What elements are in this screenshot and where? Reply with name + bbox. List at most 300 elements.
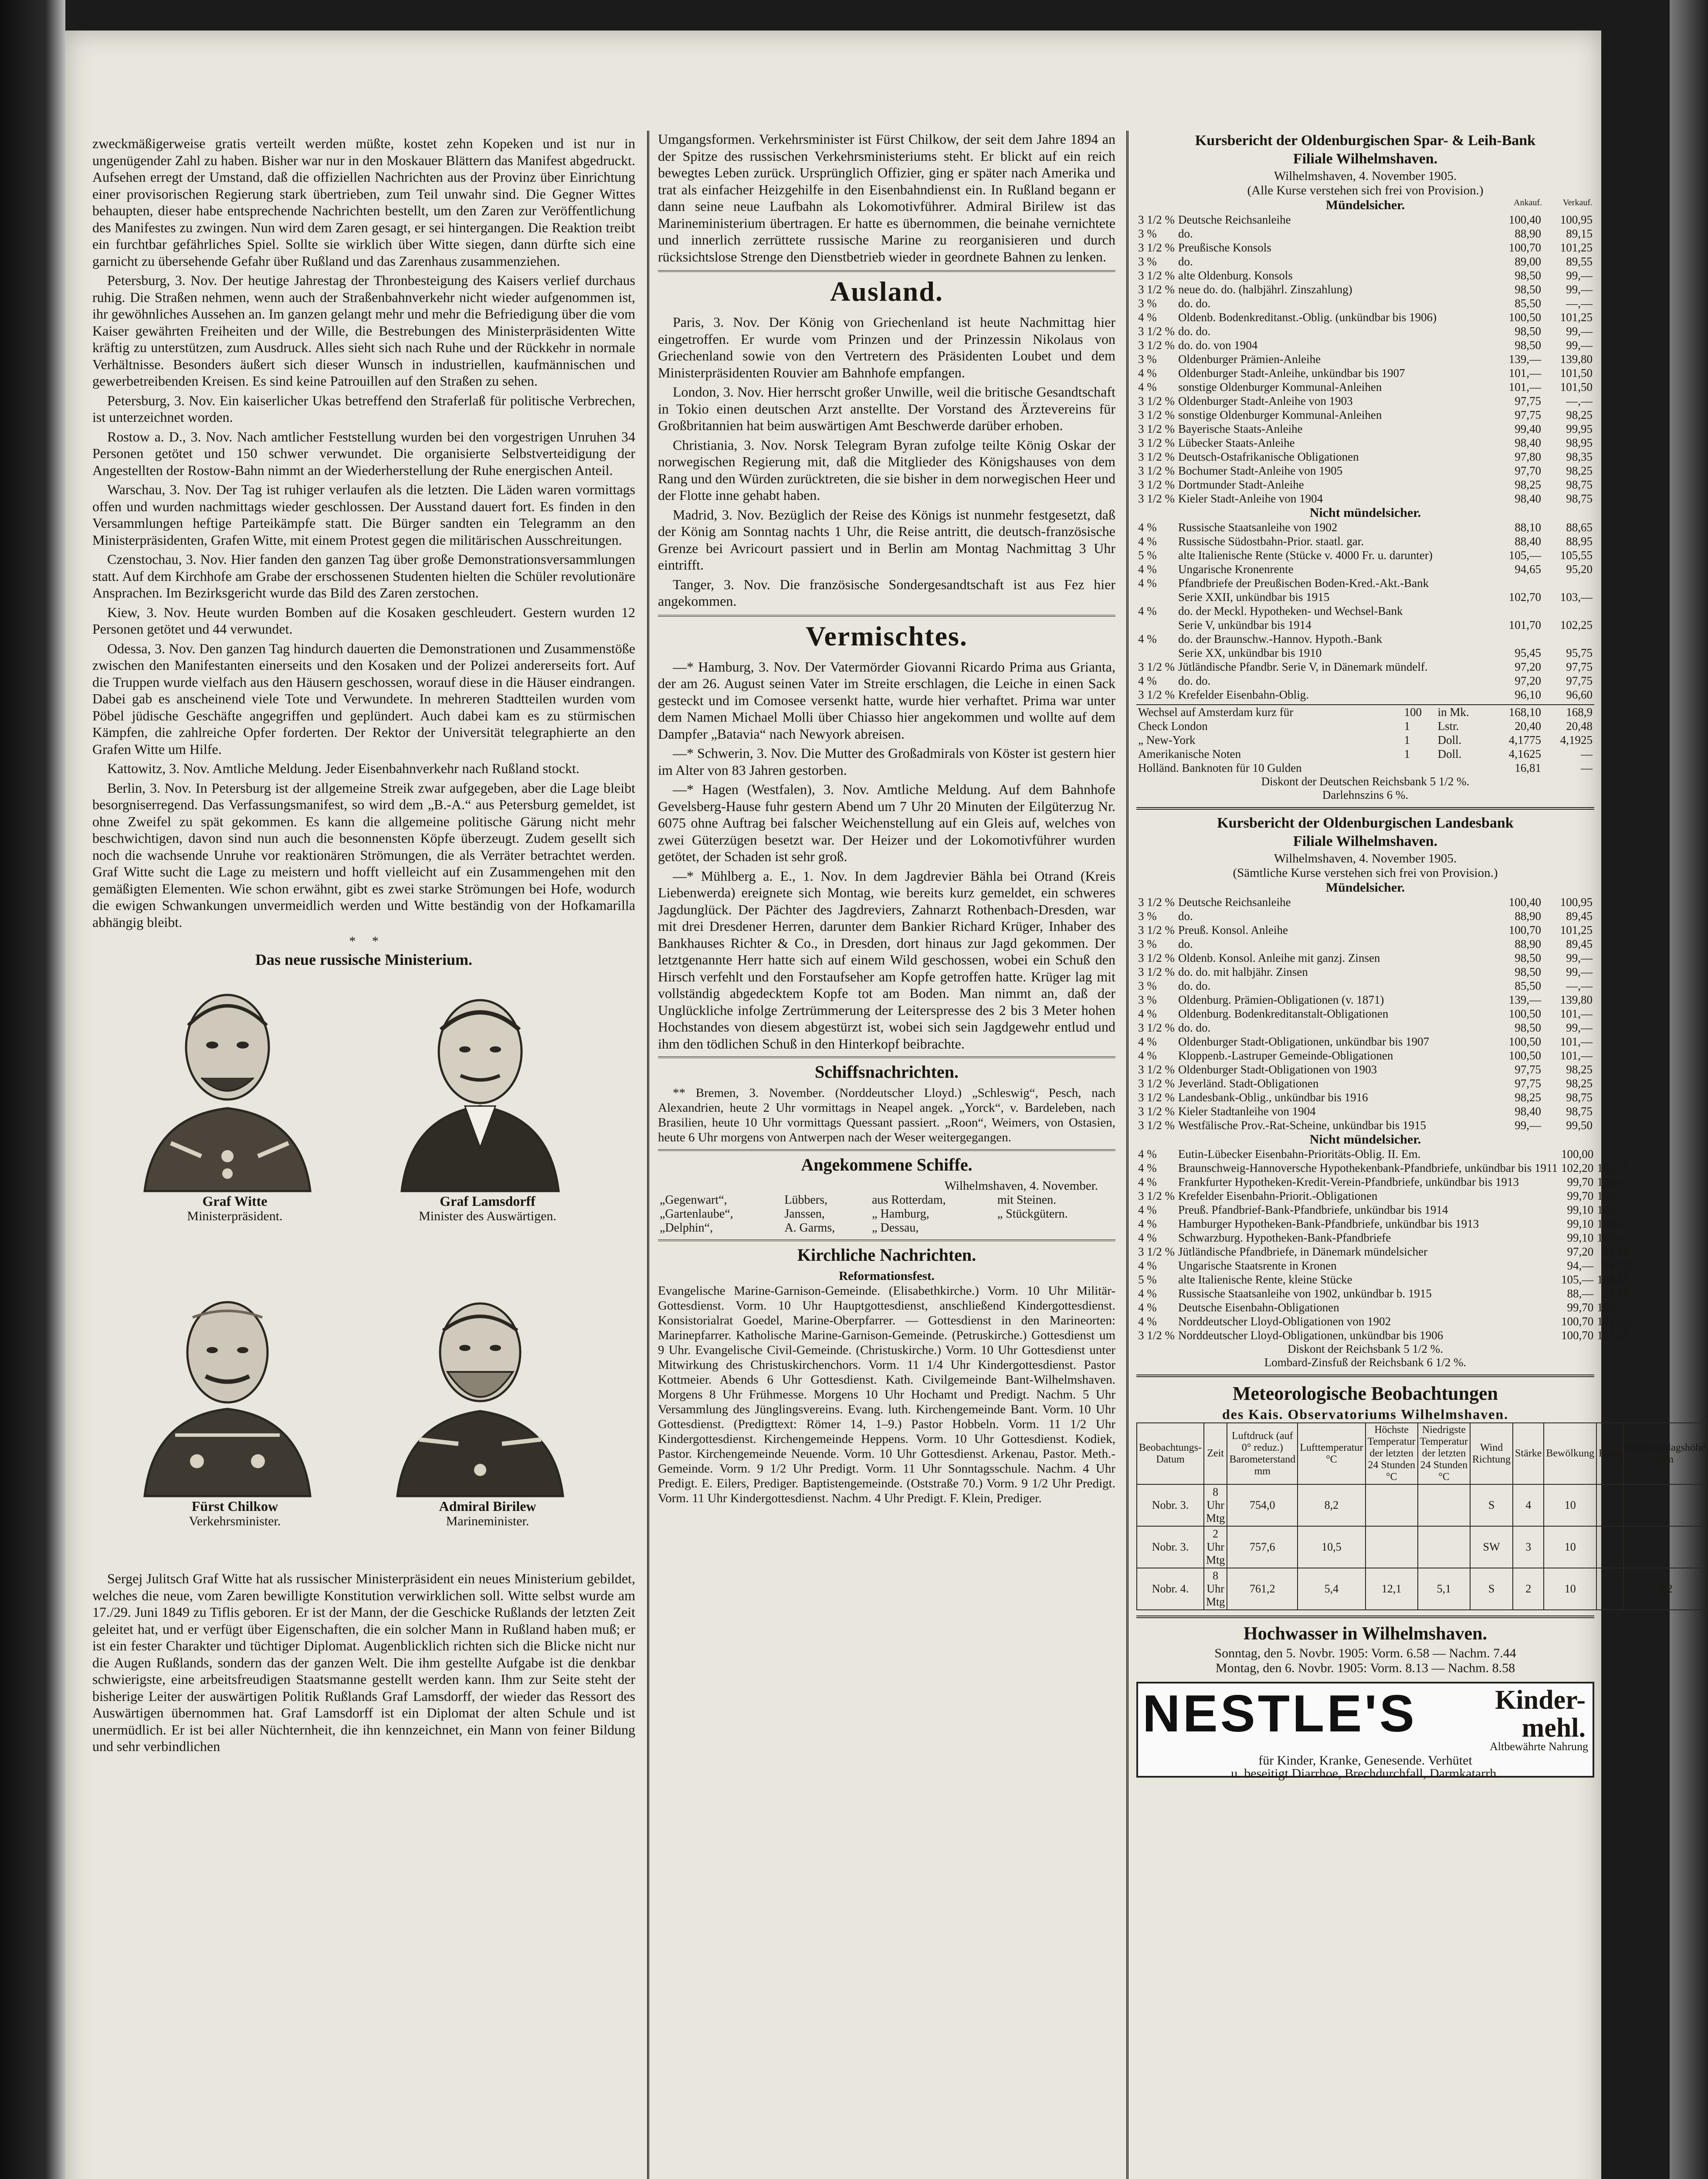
table-row <box>1136 979 1594 993</box>
security-cell: Krefelder Eisenbahn-Oblig. <box>1178 688 1309 701</box>
table-row <box>1136 660 1594 674</box>
table-row <box>1136 674 1594 688</box>
price-cell: 99,— <box>1566 965 1593 978</box>
weather-cell: 8 Uhr Mtg <box>1204 1568 1227 1610</box>
weather-cell: 5,1 <box>1418 1568 1470 1610</box>
price-cell: 97,20 <box>1515 674 1541 687</box>
table-row <box>1136 408 1594 422</box>
col-header: Stärke <box>1513 1423 1544 1484</box>
price-cell: —,— <box>1566 979 1593 992</box>
portrait-engraving <box>119 1278 336 1496</box>
rate-cell: 3 % <box>1138 910 1157 923</box>
news-item: —* Hamburg, 3. Nov. Der Vatermörder Giovanni Ricardo Prima aus Grianta, der am 26. August seinen Vater im Streite erschlagen, die Leiche in einen Sack gesteckt und im Comosee versenkt hatte, wurde hier verhaftet. Prima war unter dem Namen Michael Molli über Chiasso hier angekommen und wollte auf dem Dampfer „Batavia“ nach Newyork abreisen. <box>658 658 1115 742</box>
exchange-label: Amerikanische Noten <box>1138 747 1241 760</box>
ship-name: „Gegenwart“, <box>660 1193 727 1207</box>
weather-cell <box>1418 1526 1470 1568</box>
rate-cell: 5 % <box>1138 549 1157 562</box>
church-text: Evangelische Marine-Garnison-Gemeinde. (Elisabethkirche.) Vorm. 10 Uhr Militär-Gottesdienst. Vorm. 10 Uhr Hauptgottesdienst, anschließend Kindergottesdienst. Konsistorialrat Goedel, Marine-Oberpfarrer. — Gottesdienst in den Marineorten: Marinepfarrer. Katholische Marine-Garnison-Gemeinde. (Petruskirche.) Gottesdienst um 9 Uhr. Evangelische Civil-Gemeinde. (Christuskirche.) Vorm. 10 Uhr Gottesdienst unter Mitwirkung des Christuskirchenchors. Vorm. 11 1/4 Uhr Kindergottesdienst. Pastor Kottmeier. Abends 6 Uhr Gottesdienst. Kath. Civilgemeinde Bant-Wilhelmshaven. Morgens 8 Uhr Frühmesse. Morgens 10 Uhr Hochamt und Predigt. Nachm. 5 Uhr Versammlung des Jünglingsvereins. Evang. luth. Kirchengemeinde Bant. Vorm. 10 Uhr Gottesdienst. (Predigttext: Römer 14, 1–9.) Pastor Hobbeln. Vorm. 11 1/2 Uhr Kindergottesdienst. Kirchengemeinde Heppens. Vorm. 10 Uhr Gottesdienst. Kodiek, Pastor. Kirchengemeinde Neuende. Vorm. 10 Uhr Gottesdienst. Arkenau, Pastor. Meth.-Gemeinde. Vorm. 9 1/2 Uhr Predigt. Vorm. 11 Uhr Sonntagsschule. Nachm. 4 Uhr Predigt. E. Eilers, Prediger. Baptistengemeinde. (Oststraße 70.) Vorm. 9 1/2 Uhr Predigt. Vorm. 11 Uhr Kindergottesdienst. Nachm. 4 Uhr Predigt. F. Klein, Prediger. <box>658 1284 1115 1505</box>
bank2-discount: Diskont der Reichsbank 5 1/2 %. <box>1288 1342 1443 1355</box>
bank1-table-safe <box>1136 213 1594 506</box>
price-cell: 99,— <box>1566 283 1593 296</box>
exchange-value: 20,40 <box>1515 720 1541 733</box>
scanner-bed-left <box>0 0 65 2179</box>
weather-cell <box>1596 1484 1623 1526</box>
rate-cell: 3 1/2 % <box>1138 394 1175 407</box>
rate-cell: 3 1/2 % <box>1138 408 1175 421</box>
rate-cell: 3 1/2 % <box>1138 325 1175 338</box>
price-cell: 88,95 <box>1566 535 1593 548</box>
rate-cell: 5 % <box>1138 1273 1157 1286</box>
weather-cell: S <box>1470 1484 1513 1526</box>
table-row <box>1136 478 1594 492</box>
security-cell: Lübecker Staats-Anleihe <box>1178 436 1295 449</box>
price-cell: 97,75 <box>1515 394 1541 407</box>
rate-cell: 4 % <box>1138 535 1157 548</box>
rate-cell: 3 % <box>1138 937 1157 950</box>
security-cell: do. do. von 1904 <box>1178 339 1258 352</box>
rate-cell: 3 1/2 % <box>1138 923 1175 937</box>
rate-cell: 3 1/2 % <box>1138 1329 1175 1342</box>
rate-cell <box>1136 618 1176 632</box>
security-cell: alte Italienische Rente, kleine Stücke <box>1178 1273 1352 1286</box>
rate-cell: 3 % <box>1138 979 1157 992</box>
table-row <box>1136 1118 1594 1132</box>
table-row <box>1136 227 1594 241</box>
portrait-name: Admiral Birilew <box>439 1498 536 1514</box>
col-header: Luftdruck (auf 0° reduz.) Barometerstand mm <box>1227 1423 1298 1484</box>
security-cell: Bochumer Stadt-Anleihe von 1905 <box>1178 464 1343 477</box>
security-cell: Preuß. Pfandbrief-Bank-Pfandbriefe, unkündbar bis 1914 <box>1178 1203 1448 1216</box>
security-cell: Deutsch-Ostafrikanische Obligationen <box>1178 450 1359 463</box>
table-row <box>1136 705 1594 719</box>
table-row <box>658 1193 1115 1207</box>
price-cell: 100,— <box>1597 1175 1630 1188</box>
exchange-label: Check London <box>1138 720 1208 733</box>
tide-block <box>1136 1616 1594 1676</box>
rate-cell: 3 % <box>1138 993 1157 1006</box>
table-row <box>1136 632 1594 646</box>
price-cell: 97,20 <box>1567 1245 1594 1258</box>
weather-table <box>1136 1422 1708 1610</box>
price-cell: 96,60 <box>1566 688 1593 701</box>
price-cell: 101,25 <box>1597 1329 1630 1342</box>
ship-captain: Janssen, <box>784 1207 825 1221</box>
table-row <box>1136 909 1594 923</box>
price-cell: 101,— <box>1560 1007 1593 1020</box>
price-cell: 100,50 <box>1508 311 1541 324</box>
ad-product-line: mehl. <box>1522 1713 1586 1743</box>
news-item: Madrid, 3. Nov. Bezüglich der Reise des Königs ist nunmehr festgesetzt, daß der König am Sonntag nachts 1 Uhr, die Reise antritt, die deutsch-französische Grenze bei Avricourt passiert und in Berlin am Montag Nachmittag 3 Uhr eintrifft. <box>658 506 1115 573</box>
price-cell: 99,70 <box>1567 1189 1594 1202</box>
price-cell: 102,20 <box>1561 1161 1594 1174</box>
tide-row: Montag, den 6. Novbr. 1905: Vorm. 8.13 — Nachm. 8.58 <box>1215 1661 1515 1675</box>
bank1-title: Kursbericht der Oldenburgischen Spar- & Leih-Bank <box>1195 132 1536 149</box>
security-cell: Hamburger Hypotheken-Bank-Pfandbriefe, unkündbar bis 1913 <box>1178 1217 1479 1230</box>
security-cell: do. do. <box>1178 297 1211 310</box>
table-row <box>1136 719 1594 733</box>
rate-cell: 3 1/2 % <box>1138 492 1175 505</box>
table-row <box>1136 548 1594 562</box>
price-cell: 89,00 <box>1515 255 1541 268</box>
security-cell: do. der Meckl. Hypotheken- und Wechsel-Bank <box>1178 604 1403 618</box>
price-cell: 103,— <box>1560 591 1593 604</box>
price-cell: 95,45 <box>1515 646 1541 659</box>
newspaper-page <box>65 31 1705 2179</box>
table-row <box>1136 761 1594 775</box>
rate-cell: 4 % <box>1138 1203 1157 1216</box>
ship-captain: Lübbers, <box>784 1193 828 1207</box>
rate-cell: 3 1/2 % <box>1138 1021 1175 1034</box>
table-row <box>1136 352 1594 366</box>
price-cell: 99,95 <box>1566 422 1593 435</box>
ad-product <box>1495 1686 1586 1742</box>
rate-cell: 4 % <box>1138 380 1157 394</box>
col-header: Höchste Temperatur der letzten 24 Stunden °C <box>1366 1423 1418 1484</box>
price-cell <box>1543 604 1594 618</box>
price-cell: —,— <box>1566 297 1593 310</box>
security-cell: do. do. <box>1178 979 1211 992</box>
price-cell: 105,— <box>1508 549 1541 562</box>
arrived-ships-table <box>658 1193 1115 1235</box>
price-cell: 97,70 <box>1515 464 1541 477</box>
weather-cell <box>1366 1526 1418 1568</box>
weather-cell: 761,2 <box>1227 1568 1298 1610</box>
bank1-table-unsafe <box>1136 520 1594 702</box>
bank1-subheading <box>1136 198 1594 213</box>
exchange-value: — <box>1581 761 1593 774</box>
rate-cell: 4 % <box>1138 1175 1157 1188</box>
table-row <box>1136 1090 1594 1104</box>
price-cell: 100,00 <box>1561 1147 1594 1161</box>
church-subheading: Reformationsfest. <box>839 1269 935 1283</box>
weather-cell: 12,1 <box>1366 1568 1418 1610</box>
rate-cell: 4 % <box>1138 1049 1157 1062</box>
column-left <box>83 31 645 2179</box>
tide-title: Hochwasser in Wilhelmshaven. <box>1244 1624 1487 1644</box>
price-cell: 101,— <box>1560 1035 1593 1048</box>
article-paragraph: zweckmäßigerweise gratis verteilt werden müßte, kostet zehn Kopeken und ist nur in ungenügender Zahl zu haben. Bisher war nur in den Moskauer Blättern das Manifest abgedruckt. Aufsehen erregt der Umstand, daß die offiziellen Nachrichten aus der Provinz über Einrichtung einer provisorischen Regierung stark übertrieben, zum Teil unwahr sind. Die Gegner Wittes behaupten, dieser habe entsprechende Nachrichten bestellt, um den Zaren zur Veröffentlichung des Manifestes zu zwingen. Nun wird dem Zaren gesagt, er sei hintergangen. Die Reaktion treibt ein furchtbar gefährliches Spiel. Sollte sie wirklich über Witte siegen, dann dürfte sich eine garnicht zu übersehende Gefahr über Rußland und das Zarenhaus zusammenziehen. <box>92 136 635 269</box>
bank2-block <box>1136 807 1630 1369</box>
portrait-role: Ministerpräsident. <box>187 1209 283 1223</box>
security-cell: Serie XX, unkündbar bis 1910 <box>1178 646 1322 659</box>
bank1-lombard: Darlehnszins 6 %. <box>1322 788 1409 801</box>
price-cell: 99,10 <box>1567 1203 1594 1216</box>
price-cell: 102,75 <box>1597 1161 1630 1174</box>
price-cell: 101,70 <box>1508 618 1541 631</box>
price-cell: 97,75 <box>1566 660 1593 673</box>
price-cell: 101,— <box>1508 367 1541 380</box>
section-title-vermischtes: Vermischtes. <box>658 615 1115 652</box>
price-cell: 98,40 <box>1515 492 1541 505</box>
price-cell: 100,— <box>1597 1203 1630 1216</box>
section-title-ausland: Ausland. <box>658 270 1115 308</box>
weather-cell: 757,6 <box>1227 1526 1298 1568</box>
price-cell: 94,— <box>1567 1259 1594 1272</box>
rate-cell: 4 % <box>1138 1217 1157 1230</box>
security-cell: Frankfurter Hypotheken-Kredit-Verein-Pfandbriefe, unkündbar bis 1913 <box>1178 1175 1519 1188</box>
weather-cell: 10 <box>1544 1484 1596 1526</box>
article-paragraph: Petersburg, 3. Nov. Ein kaiserlicher Ukas betreffend den Straferlaß für politische Verbrechen, ist unterzeichnet worden. <box>92 392 635 425</box>
security-cell: Russische Staatsanleihe von 1902 <box>1178 521 1338 534</box>
price-cell: 98,25 <box>1566 1063 1593 1076</box>
table-row <box>1136 464 1594 478</box>
security-cell: do. <box>1178 255 1193 268</box>
ship-name: „Delphin“, <box>660 1221 713 1235</box>
security-cell: Ungarische Staatsrente in Kronen <box>1178 1259 1337 1272</box>
security-cell: Oldenburger Stadt-Obligationen von 1903 <box>1178 1063 1377 1076</box>
nestle-advertisement <box>1136 1682 1594 1781</box>
price-cell: 98,50 <box>1515 1021 1541 1034</box>
price-cell: 99,— <box>1566 269 1593 282</box>
portrait-engraving <box>371 973 589 1191</box>
security-cell: Kieler Stadt-Anleihe von 1904 <box>1178 492 1323 505</box>
table-row <box>1136 895 1594 909</box>
table-row <box>1136 1175 1631 1189</box>
security-cell: Deutsche Reichsanleihe <box>1178 896 1291 909</box>
price-cell: 101,50 <box>1560 367 1593 380</box>
security-cell: do. do. <box>1178 325 1211 338</box>
table-row <box>1136 1273 1631 1286</box>
table-row <box>1136 1217 1631 1231</box>
news-item: London, 3. Nov. Hier herrscht großer Unwille, weil die britische Gesandtschaft in Tokio einen deutschen Arzt anstellte. Der Vorstand des Ärztevereins für Großbritannien hat beim auswärtigen Amt Beschwerde darüber erhoben. <box>658 384 1115 433</box>
exchange-value: 100 <box>1404 706 1422 719</box>
security-cell: sonstige Oldenburger Kommunal-Anleihen <box>1178 380 1382 394</box>
table-header-row <box>1137 1423 1708 1484</box>
table-row <box>1136 993 1594 1007</box>
rate-cell: 4 % <box>1138 1161 1157 1174</box>
table-row <box>1136 520 1594 534</box>
rate-cell: 3 1/2 % <box>1138 450 1175 463</box>
rate-cell: 3 1/2 % <box>1138 1091 1175 1104</box>
price-cell: 89,15 <box>1566 227 1593 240</box>
security-cell: do. do. mit halbjähr. Zinsen <box>1178 965 1308 978</box>
col-header: Wind Richtung <box>1470 1423 1513 1484</box>
article-paragraph: Kattowitz, 3. Nov. Amtliche Meldung. Jeder Eisenbahnverkehr nach Rußland stockt. <box>107 760 580 776</box>
security-cell: Oldenburg. Bodenkreditanstalt-Obligationen <box>1178 1007 1389 1020</box>
rate-cell: 4 % <box>1138 674 1157 687</box>
bank2-table-safe <box>1136 895 1594 1132</box>
ship-cargo <box>996 1221 1115 1235</box>
table-row <box>1136 450 1594 464</box>
rate-cell: 3 1/2 % <box>1138 1119 1175 1132</box>
bank2-note: (Sämtliche Kurse verstehen sich frei von Provision.) <box>1233 866 1498 880</box>
price-cell: 95,75 <box>1566 646 1593 659</box>
table-row <box>1136 255 1594 268</box>
exchange-value: 16,81 <box>1515 761 1541 774</box>
rate-cell: 3 1/2 % <box>1138 283 1175 296</box>
price-cell: 100,50 <box>1508 1035 1541 1048</box>
price-cell: 88,90 <box>1515 937 1541 950</box>
price-cell: 139,80 <box>1560 993 1593 1006</box>
table-row <box>1136 282 1594 296</box>
table-row <box>1137 1484 1708 1526</box>
table-row <box>1136 923 1594 937</box>
price-cell: 96,10 <box>1515 688 1541 701</box>
weather-cell: 8 Uhr Mtg <box>1204 1484 1227 1526</box>
rate-cell: 4 % <box>1138 1287 1157 1300</box>
bank1-discount: Diskont der Deutschen Reichsbank 5 1/2 %. <box>1261 775 1470 788</box>
security-cell: Deutsche Reichsanleihe <box>1178 213 1291 226</box>
exchange-value: 4,1925 <box>1560 733 1593 747</box>
security-cell: Kloppenb.-Lastruper Gemeinde-Obligationen <box>1178 1049 1393 1062</box>
section-title-church: Kirchliche Nachrichten. <box>658 1239 1115 1265</box>
price-cell: 97,75 <box>1566 674 1593 687</box>
rate-cell: 3 % <box>1138 227 1157 240</box>
section-separator-stars: * * <box>349 934 379 948</box>
price-cell: 94,65 <box>1515 563 1541 576</box>
rate-cell: 4 % <box>1138 1147 1157 1161</box>
price-cell: 101,25 <box>1560 923 1593 937</box>
security-cell: Oldenburger Stadt-Anleihe von 1903 <box>1178 394 1353 407</box>
rate-cell: 4 % <box>1138 1035 1157 1048</box>
exchange-label: Wechsel auf Amsterdam kurz für <box>1138 706 1294 719</box>
weather-cell: 10 <box>1544 1568 1596 1610</box>
table-row <box>1136 338 1594 352</box>
price-cell: —,— <box>1566 394 1593 407</box>
portrait-name: Fürst Chilkow <box>191 1498 278 1514</box>
security-cell: sonstige Oldenburger Kommunal-Anleihen <box>1178 408 1382 421</box>
bank2-branch: Filiale Wilhelmshaven. <box>1293 833 1438 849</box>
security-cell: Russische Südostbahn-Prior. staatl. gar. <box>1178 535 1364 548</box>
security-cell: Kieler Stadtanleihe von 1904 <box>1178 1105 1316 1118</box>
rate-cell: 3 1/2 % <box>1138 464 1175 477</box>
price-cell: 98,75 <box>1566 1105 1593 1118</box>
table-row <box>1136 1314 1631 1328</box>
price-cell: 100,40 <box>1508 896 1541 909</box>
exchange-label: Holländ. Banknoten für 10 Gulden <box>1138 761 1302 774</box>
price-cell: 100,50 <box>1508 1049 1541 1062</box>
col-header: Lufttemperatur °C <box>1298 1423 1365 1484</box>
security-cell: Westfälische Prov.-Rat-Scheine, unkündbar bis 1915 <box>1178 1119 1426 1132</box>
rate-cell: 3 1/2 % <box>1138 1077 1175 1090</box>
security-cell: Eutin-Lübecker Eisenbahn-Prioritäts-Oblig. II. Em. <box>1178 1147 1421 1161</box>
price-cell: 102,70 <box>1508 591 1541 604</box>
weather-subtitle: des Kais. Observatoriums Wilhelmshaven. <box>1222 1406 1509 1422</box>
rate-cell: 3 1/2 % <box>1138 478 1175 491</box>
rate-cell: 3 1/2 % <box>1138 688 1175 701</box>
col-header: Niedrigste Temperatur der letzten 24 Stunden °C <box>1418 1423 1470 1484</box>
rate-cell: 4 % <box>1138 1231 1157 1244</box>
ad-claim: für Kinder, Kranke, Genesende. Verhütet <box>1258 1753 1472 1768</box>
security-cell: Bayerische Staats-Anleihe <box>1178 422 1303 435</box>
table-row <box>658 1221 1115 1235</box>
price-cell: 89,55 <box>1566 255 1593 268</box>
price-cell: 98,75 <box>1566 478 1593 491</box>
table-row <box>1136 590 1594 604</box>
rate-cell: 3 1/2 % <box>1138 951 1175 964</box>
news-item: —* Hagen (Westfalen), 3. Nov. Amtliche Meldung. Auf dem Bahnhofe Gevelsberg-Hause fuhr gestern Abend um 7 Uhr 20 Minuten der Eilgüterzug Nr. 6075 ohne Auftrag bei falscher Weichenstellung auf ein Gleis auf, welches von zwei Güterzügen besetzt war. Der Heizer und der Lokomotivführer wurden getötet, der Schaden ist sehr groß. <box>658 781 1115 864</box>
rate-cell: 3 1/2 % <box>1138 422 1175 435</box>
table-row <box>1136 1328 1631 1342</box>
exchange-value: Doll. <box>1437 733 1462 747</box>
rate-cell: 3 % <box>1138 255 1157 268</box>
article-paragraph: Umgangsformen. Verkehrsminister ist Fürst Chilkow, der seit dem Jahre 1894 an der Spitze des russischen Verkehrsministeriums steht. Er blickt auf ein reich bewegtes Leben zurück. Ursprünglich Offizier, ging er später nach Amerika und trat als einfacher Heizgehilfe in den Eisenbahndienst ein. In Rußland begann er dann seine neue Laufbahn als Lokomotivführer. Admiral Birilew ist das Marineministerium übertragen. Er hatte es übernommen, die beinahe vernichtete und innerlich zerrüttete russische Marine zu reorganisieren und durch rücksichtslose Strenge den Dienstbetrieb wieder in geordnete Bahnen zu lenken. <box>658 131 1115 265</box>
price-cell <box>1543 632 1594 646</box>
price-cell: 99,— <box>1566 325 1593 338</box>
col-header: Beobachtungs-Datum <box>1137 1423 1204 1484</box>
security-cell: neue do. do. (halbjährl. Zinszahlung) <box>1178 283 1352 296</box>
price-cell: 100,70 <box>1561 1329 1594 1342</box>
price-cell: 101,— <box>1560 1049 1593 1062</box>
article-paragraph: Sergej Julitsch Graf Witte hat als russischer Ministerpräsident ein neues Ministerium gebildet, welches die neue, vom Zaren bewilligte Konstitution verwirklichen soll. Witte selbst wurde am 17./29. Juni 1849 zu Tiflis geboren. Er ist der Mann, der die Geschicke Rußlands der letzten Zeit geleitet hat, und er verfügt über Eigenschaften, die ein solcher Mann in Rußland haben muß; er ist ein fester Charakter und tüchtiger Diplomat. Augenblicklich richten sich die Blicke nicht nur die Augen Rußlands, sondern das der ganzen Welt. Die ihm gestellte Aufgabe ist die denkbar schwierigste, eine arbeitsfreudigen Staatsmanne gestellt werden kann. Ihm zur Seite steht der bisherige Leiter der auswärtigen Politik Rußlands Graf Lamsdorff, der wieder das Ressort des Auswärtigen übernommen hat. Graf Lamsdorff ist ein Diplomat der alten Schule und ist unermüdlich. Er ist bei aller Nüchternheit, die ihn kennzeichnet, ein Mann von feiner Bildung und sehr verbindlichen <box>92 1571 635 1754</box>
price-cell: 99,50 <box>1566 1119 1593 1132</box>
rate-cell: 4 % <box>1138 563 1157 576</box>
news-item: Paris, 3. Nov. Der König von Griechenland ist heute Nachmittag hier eingetroffen. Er wurde vom Prinzen und der Prinzessin Nikolaus von Griechenland sowie von den Vertretern des Präsidenten Loubet und dem Ministerpräsidenten Rouvier am Bahnhofe empfangen. <box>658 314 1115 380</box>
weather-cell: 4 <box>1513 1484 1544 1526</box>
security-cell: Oldenburger Stadt-Obligationen, unkündbar bis 1907 <box>1178 1035 1430 1048</box>
exchange-value: 168,10 <box>1508 706 1541 719</box>
security-cell: Russische Staatsanleihe von 1902, unkündbar b. 1915 <box>1178 1287 1432 1300</box>
rate-cell: 4 % <box>1138 1007 1157 1020</box>
price-cell: 99,— <box>1566 951 1593 964</box>
table-row <box>1136 324 1594 338</box>
security-cell: Pfandbriefe der Preußischen Boden-Kred.-Akt.-Bank <box>1178 577 1429 590</box>
price-cell: 98,50 <box>1515 283 1541 296</box>
security-cell: Serie XXII, unkündbar bis 1915 <box>1178 591 1330 604</box>
rate-cell: 3 1/2 % <box>1138 896 1175 909</box>
price-cell: 97,20 <box>1515 660 1541 673</box>
rate-cell: 3 1/2 % <box>1138 1189 1175 1202</box>
bank2-title: Kursbericht der Oldenburgischen Landesbank <box>1217 815 1514 831</box>
security-cell: Ungarische Kronenrente <box>1178 563 1294 576</box>
price-cell: 88,90 <box>1515 227 1541 240</box>
price-cell: 139,80 <box>1560 353 1593 366</box>
table-row <box>1136 1147 1631 1161</box>
weather-cell: 3 <box>1513 1526 1544 1568</box>
rate-cell: 3 1/2 % <box>1138 436 1175 449</box>
table-row <box>1136 1062 1594 1076</box>
table-row <box>1136 241 1594 255</box>
price-cell: 139,— <box>1508 353 1541 366</box>
rate-cell: 4 % <box>1138 1315 1157 1328</box>
security-cell: Norddeutscher Lloyd-Obligationen, unkündbar bis 1906 <box>1178 1329 1444 1342</box>
bank1-note: (Alle Kurse verstehen sich frei von Provision.) <box>1247 183 1484 197</box>
ship-origin: „ Dessau, <box>872 1221 919 1235</box>
price-cell: 98,40 <box>1515 1105 1541 1118</box>
table-row <box>1136 688 1594 702</box>
rate-cell: 4 % <box>1138 521 1157 534</box>
price-cell: 100,95 <box>1560 213 1593 226</box>
table-row <box>1136 1189 1631 1203</box>
security-cell: do. <box>1178 910 1193 923</box>
col-header: Form <box>1596 1423 1623 1484</box>
ship-cargo: „ Stückgütern. <box>997 1207 1068 1221</box>
ad-tagline: Altbewährte Nahrung <box>1490 1740 1588 1753</box>
price-cell: 99,70 <box>1567 1301 1594 1314</box>
price-cell: 98,25 <box>1566 408 1593 421</box>
weather-cell: 5,4 <box>1298 1568 1365 1610</box>
table-row <box>1136 310 1594 324</box>
section-title-arrived-ships: Angekommene Schiffe. <box>658 1149 1115 1175</box>
weather-cell: S <box>1470 1568 1513 1610</box>
weather-cell <box>1596 1568 1623 1610</box>
bank2-table-unsafe <box>1136 1147 1631 1342</box>
security-cell: Landesbank-Oblig., unkündbar bis 1916 <box>1178 1091 1368 1104</box>
security-cell: do. <box>1178 227 1193 240</box>
table-row <box>1136 213 1594 227</box>
security-cell: do. do. <box>1178 674 1211 687</box>
price-cell: 89,45 <box>1566 937 1593 950</box>
table-row <box>1136 394 1594 408</box>
price-cell: 101,25 <box>1560 311 1593 324</box>
price-cell: 88,70 <box>1603 1287 1630 1300</box>
security-cell: alte Italienische Rente (Stücke v. 4000 Fr. u. darunter) <box>1178 549 1433 562</box>
security-cell: Jeverländ. Stadt-Obligationen <box>1178 1077 1319 1090</box>
price-cell: 95,20 <box>1566 563 1593 576</box>
security-cell: Oldenb. Bodenkreditanst.-Oblig. (unkündbar bis 1906) <box>1178 311 1437 324</box>
price-cell: 98,25 <box>1566 1077 1593 1090</box>
price-cell: 98,25 <box>1515 478 1541 491</box>
